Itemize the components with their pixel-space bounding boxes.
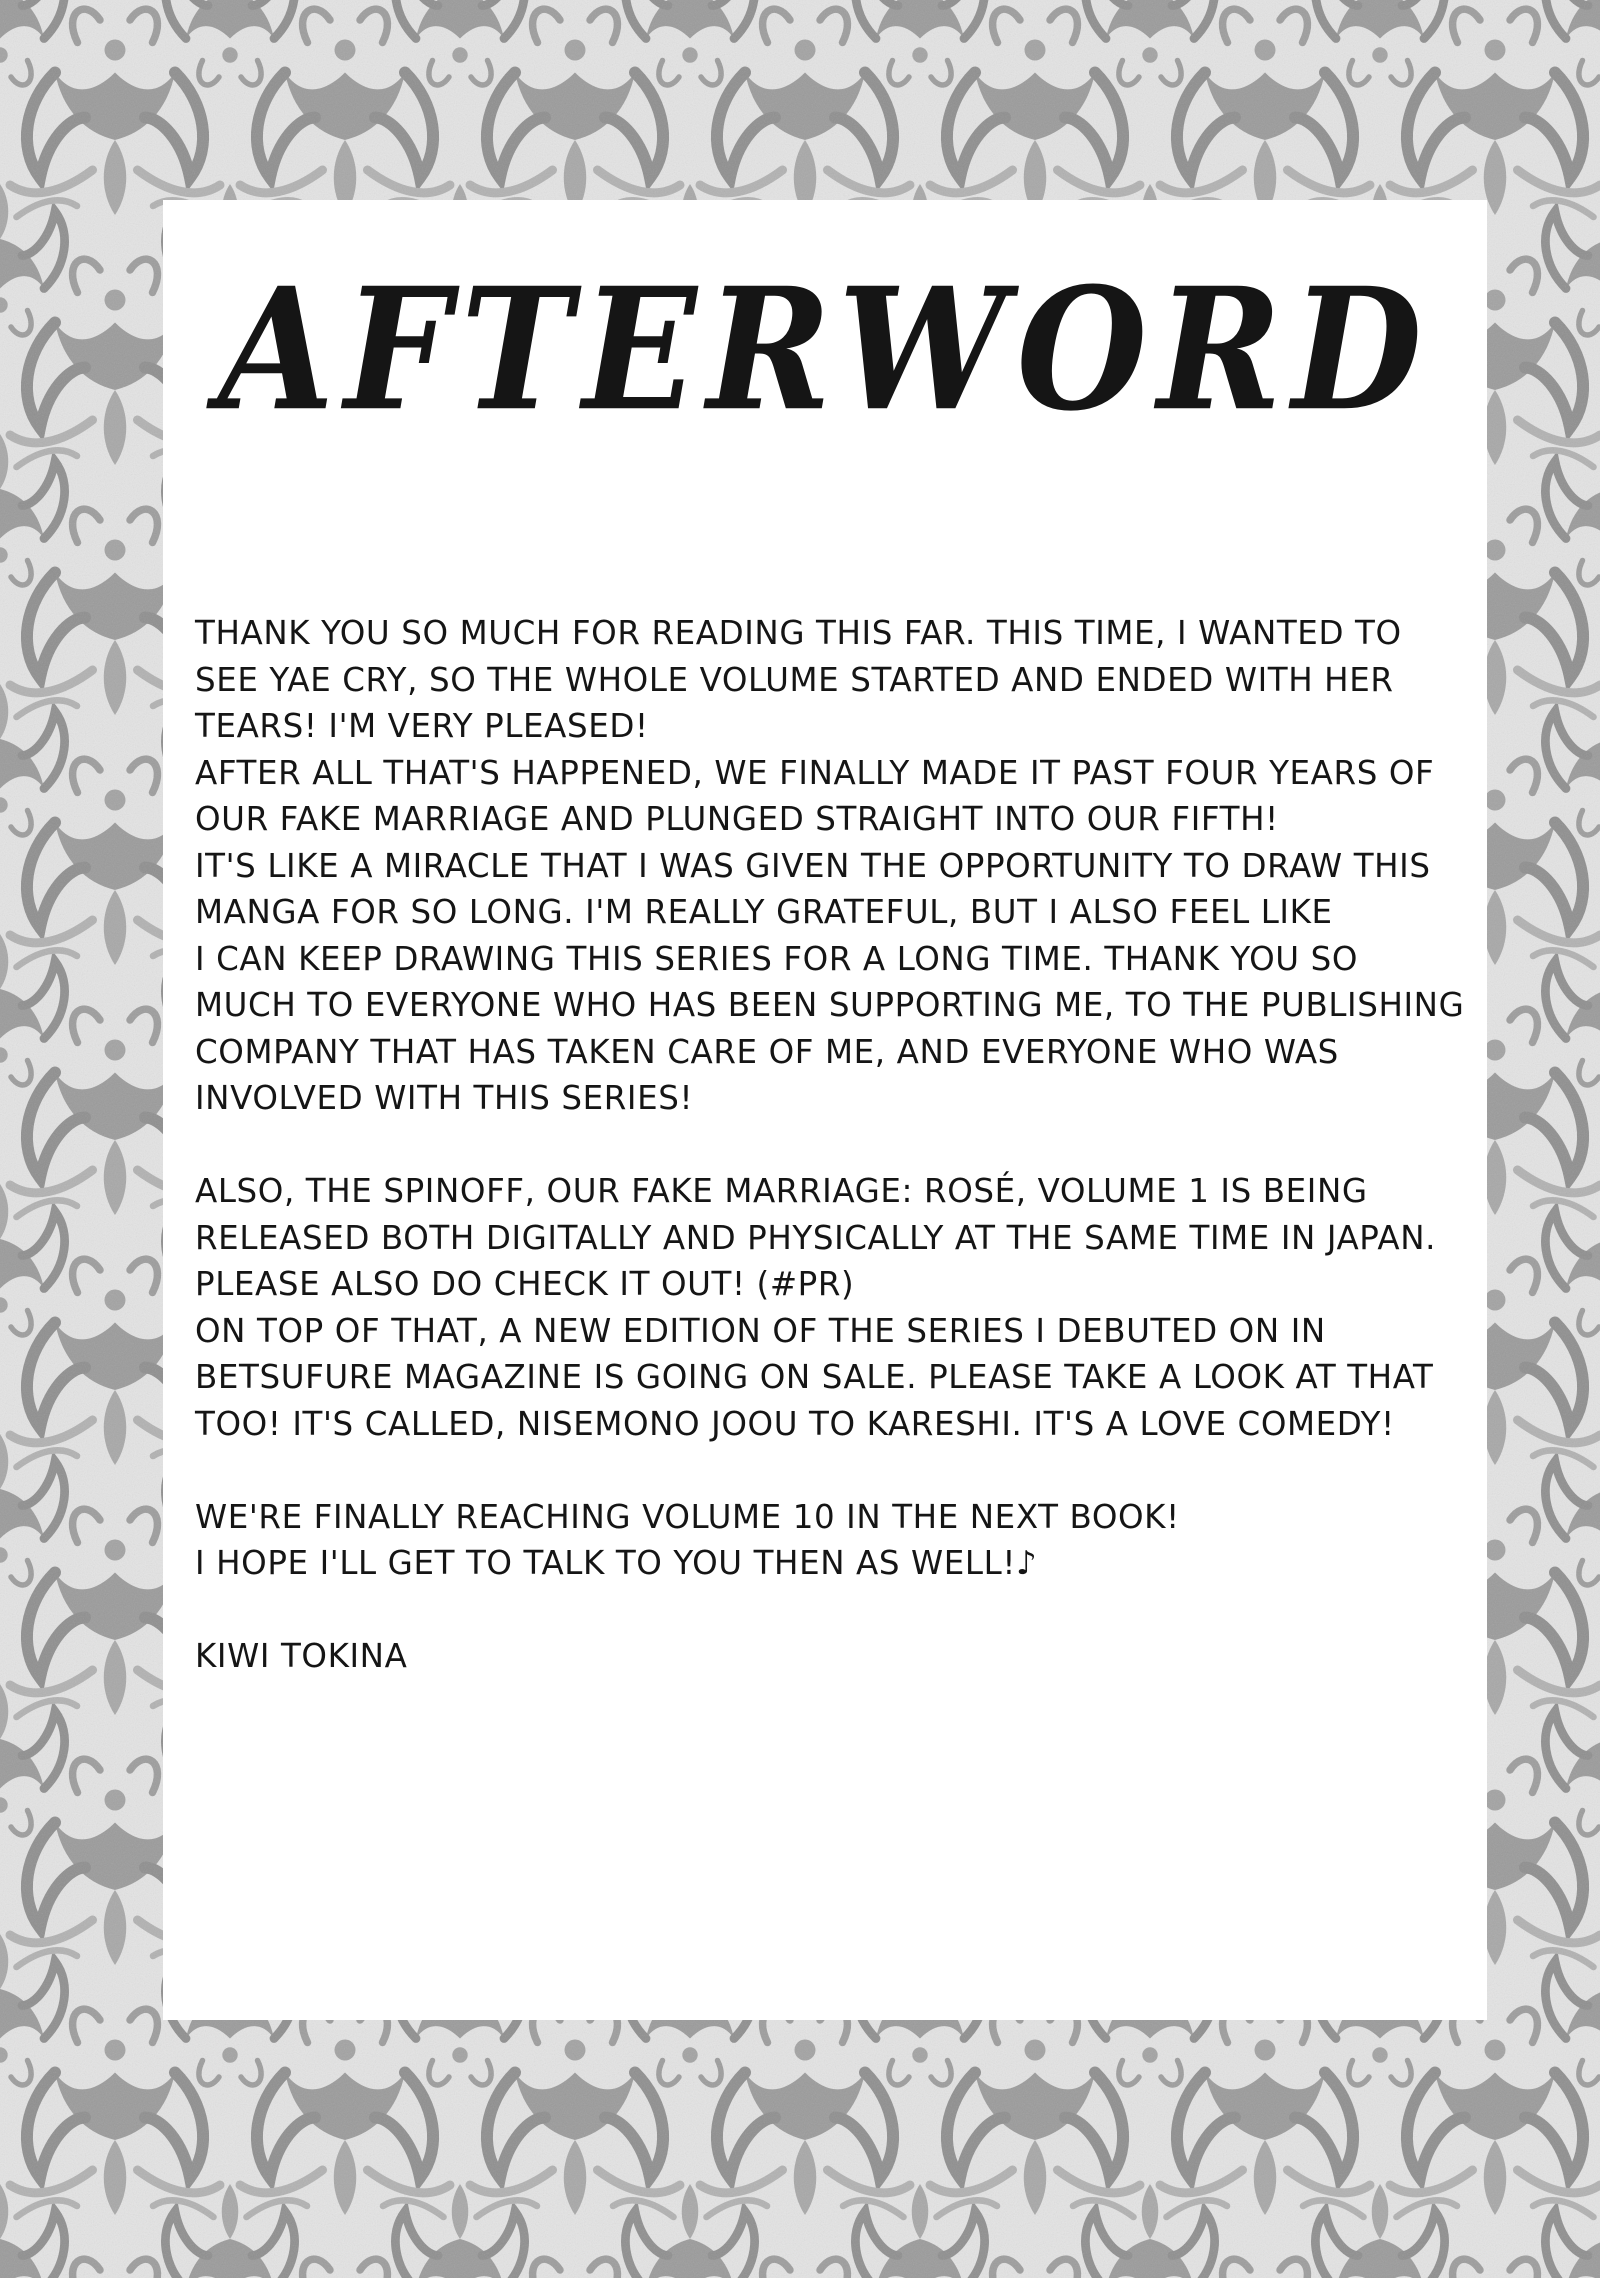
text-line: MUCH TO EVERYONE WHO HAS BEEN SUPPORTING ME, TO THE PUBLISHING: [195, 986, 1465, 1024]
text-line: THANK YOU SO MUCH FOR READING THIS FAR. THIS TIME, I WANTED TO: [195, 614, 1402, 652]
signature-block: [195, 1633, 1485, 1680]
paragraph-3: [195, 1494, 1485, 1587]
text-panel: [163, 200, 1487, 2020]
text-line: TEARS! I'M VERY PLEASED!: [195, 707, 649, 745]
paragraph-spacer: [195, 1122, 1485, 1169]
text-line: TOO! IT'S CALLED, NISEMONO JOOU TO KARESHI. IT'S A LOVE COMEDY!: [195, 1404, 1395, 1443]
text-line: I CAN KEEP DRAWING THIS SERIES FOR A LONG TIME. THANK YOU SO: [195, 939, 1358, 978]
text-line: ON TOP OF THAT, A NEW EDITION OF THE SERIES I DEBUTED ON IN: [195, 1311, 1326, 1350]
text-line: OUR FAKE MARRIAGE AND PLUNGED STRAIGHT INTO OUR FIFTH!: [195, 800, 1279, 838]
author-signature: KIWI TOKINA: [195, 1637, 408, 1675]
text-line: WE'RE FINALLY REACHING VOLUME 10 IN THE NEXT BOOK!: [195, 1497, 1180, 1536]
text-line: IT'S LIKE A MIRACLE THAT I WAS GIVEN THE OPPORTUNITY TO DRAW THIS: [195, 846, 1431, 885]
text-line: BETSUFURE MAGAZINE IS GOING ON SALE. PLEASE TAKE A LOOK AT THAT: [195, 1358, 1434, 1396]
afterword-body: [195, 610, 1485, 1680]
paragraph-2: [195, 1168, 1485, 1447]
text-line: COMPANY THAT HAS TAKEN CARE OF ME, AND EVERYONE WHO WAS: [195, 1032, 1339, 1071]
text-line: RELEASED BOTH DIGITALLY AND PHYSICALLY AT THE SAME TIME IN JAPAN.: [195, 1218, 1437, 1257]
text-line: AFTER ALL THAT'S HAPPENED, WE FINALLY MADE IT PAST FOUR YEARS OF: [195, 753, 1435, 792]
paragraph-1: [195, 610, 1485, 1122]
paragraph-spacer: [195, 1447, 1485, 1494]
text-line: PLEASE ALSO DO CHECK IT OUT! (#PR): [195, 1265, 855, 1303]
text-line: I HOPE I'LL GET TO TALK TO YOU THEN AS WELL!♪: [195, 1544, 1038, 1582]
text-line: MANGA FOR SO LONG. I'M REALLY GRATEFUL, BUT I ALSO FEEL LIKE: [195, 893, 1333, 931]
page-title: AFTERWORD: [217, 251, 1433, 449]
text-line: ALSO, THE SPINOFF, OUR FAKE MARRIAGE: ROSÉ, VOLUME 1 IS BEING: [195, 1172, 1368, 1210]
text-line: INVOLVED WITH THIS SERIES!: [195, 1079, 694, 1117]
paragraph-spacer: [195, 1587, 1485, 1634]
text-line: SEE YAE CRY, SO THE WHOLE VOLUME STARTED AND ENDED WITH HER: [195, 660, 1394, 699]
